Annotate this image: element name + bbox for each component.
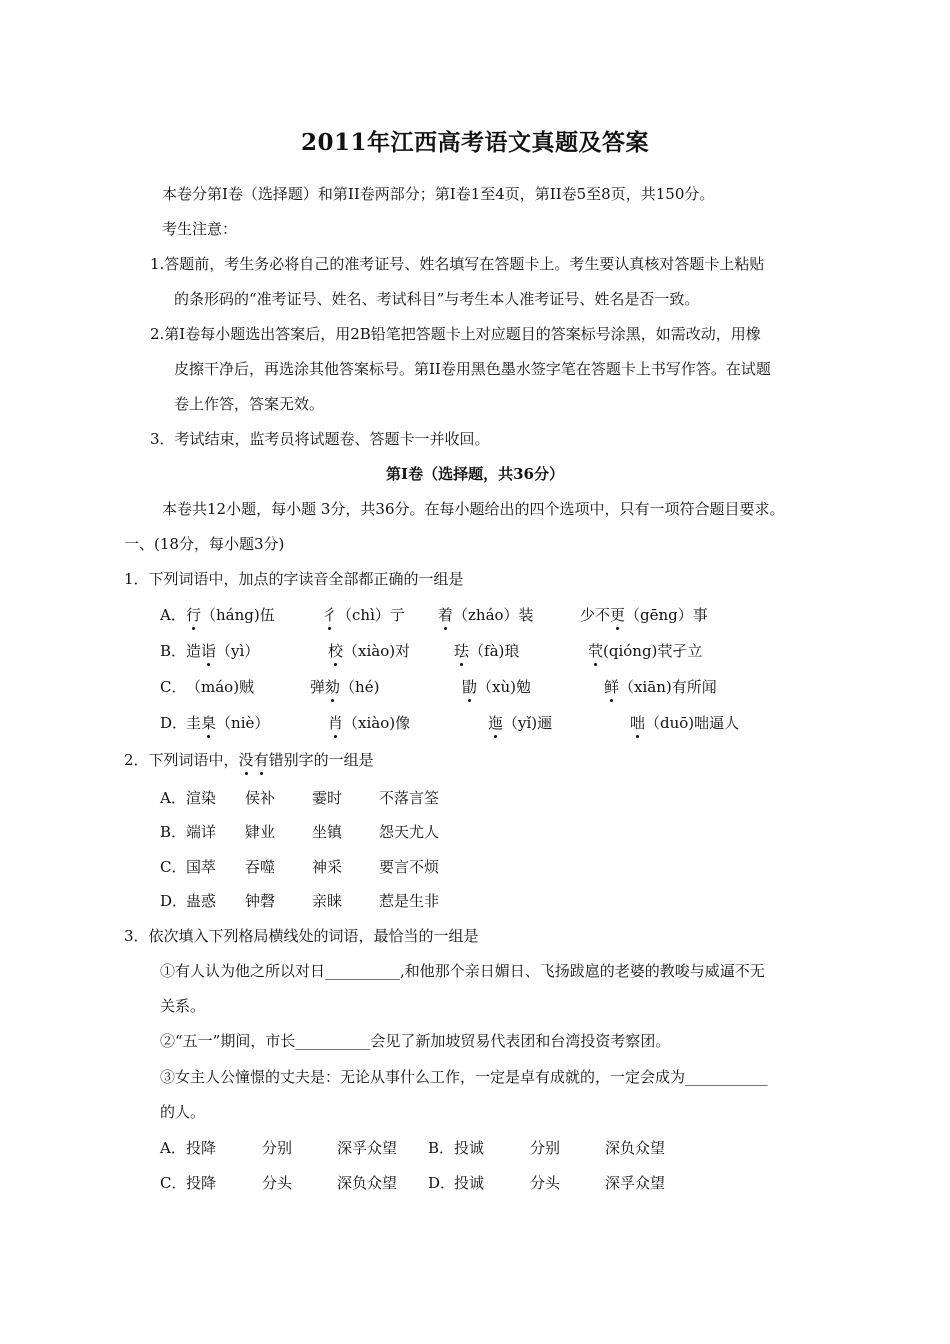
option-item bbox=[310, 677, 379, 697]
question-3-stem: 3．依次填入下列格局横线处的词语，最恰当的一组是 bbox=[124, 927, 479, 945]
option-item bbox=[186, 677, 254, 697]
dotted-char: 劾 bbox=[325, 678, 341, 696]
option-word: 渲染 bbox=[186, 789, 217, 807]
option-label: D． bbox=[160, 892, 188, 910]
dotted-char: 诣 bbox=[201, 642, 217, 660]
option-label: C． bbox=[160, 858, 187, 876]
item-text: （niè） bbox=[216, 714, 270, 732]
sentence-3-line-1: ③女主人公憧憬的丈夫是：无论从事什么工作，一定是卓有成就的，一定会成为___________ bbox=[160, 1068, 768, 1086]
option-label: D． bbox=[428, 1174, 456, 1192]
item-text: （zháo）装 bbox=[453, 606, 534, 624]
option-item bbox=[588, 641, 702, 661]
option-word: 深孚众望 bbox=[605, 1174, 666, 1192]
notice-1-line-2: 的条形码的“准考证号、姓名、考试科目”与考生本人准考证号、姓名是否一致。 bbox=[174, 290, 700, 308]
option-word: 肄业 bbox=[245, 823, 276, 841]
notice-2-line-3: 卷上作答，答案无效。 bbox=[174, 395, 325, 413]
item-text: （gēng）事 bbox=[625, 606, 708, 624]
item-text: （yì） bbox=[216, 642, 260, 660]
option-word: 深孚众望 bbox=[337, 1139, 398, 1157]
dotted-char: 肖 bbox=[328, 714, 344, 732]
option-word: 分头 bbox=[262, 1174, 293, 1192]
option-label: C． bbox=[160, 1174, 187, 1192]
option-word: 亲睐 bbox=[312, 892, 343, 910]
option-word: 坐镇 bbox=[312, 823, 343, 841]
option-word: 投降 bbox=[186, 1174, 217, 1192]
option-item bbox=[604, 677, 717, 697]
option-item bbox=[454, 641, 519, 661]
item-text: (qióng)茕孑立 bbox=[603, 642, 703, 660]
option-word: 深负众望 bbox=[605, 1139, 666, 1157]
dotted-char: 校 bbox=[328, 642, 344, 660]
section-intro: 本卷共12小题，每小题 3分，共36分。在每小题给出的四个选项中，只有一项符合题目要求。 bbox=[162, 500, 785, 518]
dotted-char: 着 bbox=[438, 606, 454, 624]
page-title: 2011年江西高考语文真题及答案 bbox=[300, 129, 649, 156]
option-word: 怨天尤人 bbox=[379, 823, 440, 841]
section-title: 第Ⅰ卷（选择题，共36分） bbox=[386, 465, 564, 483]
item-text: 圭 bbox=[186, 714, 202, 732]
sentence-1-line-1: ①有人认为他之所以对日__________,和他那个亲日媚日、飞扬跋扈的老婆的教唆与威逼不无 bbox=[160, 962, 765, 980]
intro-text: 本卷分第Ⅰ卷（选择题）和第II卷两部分；第Ⅰ卷1至4页，第II卷5至8页，共150分。 bbox=[162, 185, 715, 203]
dotted-char: 珐 bbox=[454, 642, 470, 660]
option-label: B． bbox=[160, 823, 187, 841]
item-text: （máo)贼 bbox=[186, 678, 255, 696]
option-item bbox=[438, 605, 534, 625]
option-word: 神采 bbox=[312, 858, 343, 876]
notice-1-line-1: 1.答题前，考生务必将自己的准考证号、姓名填写在答题卡上。考生要认真核对答题卡上粘贴 bbox=[150, 255, 765, 273]
item-text: （hé) bbox=[340, 678, 380, 696]
dotted-char: 鲜 bbox=[604, 678, 620, 696]
option-word: 投降 bbox=[186, 1139, 217, 1157]
option-word: 侯补 bbox=[245, 789, 276, 807]
part-one-heading: 一、(18分，每小题3分) bbox=[124, 535, 285, 553]
question-1-stem: 1．下列词语中，加点的字读音全部都正确的一组是 bbox=[124, 570, 464, 588]
sentence-2: ②“五一”期间，市长__________会见了新加坡贸易代表团和台湾投资考察团。 bbox=[160, 1032, 671, 1050]
option-word: 投诚 bbox=[454, 1139, 485, 1157]
item-text: （xiào)对 bbox=[343, 642, 411, 660]
option-label: A． bbox=[160, 789, 186, 807]
dotted-char: 行 bbox=[186, 606, 202, 624]
option-word: 要言不烦 bbox=[379, 858, 440, 876]
item-text: （fà)琅 bbox=[469, 642, 520, 660]
dotted-char: 彳 bbox=[322, 606, 338, 624]
question-2-stem bbox=[124, 750, 374, 770]
item-text: 造 bbox=[186, 642, 202, 660]
option-word: 蛊惑 bbox=[186, 892, 217, 910]
dotted-char: 有 bbox=[253, 751, 269, 769]
item-text: （xù)勉 bbox=[477, 678, 531, 696]
item-text: （xiào)像 bbox=[343, 714, 411, 732]
dotted-char: 咄 bbox=[630, 714, 646, 732]
option-word: 分头 bbox=[530, 1174, 561, 1192]
option-item bbox=[186, 605, 275, 625]
dotted-char: 勖 bbox=[462, 678, 478, 696]
option-item bbox=[186, 713, 269, 733]
option-word: 投诚 bbox=[454, 1174, 485, 1192]
option-label: D． bbox=[160, 714, 188, 732]
option-word: 深负众望 bbox=[337, 1174, 398, 1192]
option-word: 端详 bbox=[186, 823, 217, 841]
option-word: 钟磬 bbox=[245, 892, 276, 910]
option-word: 国萃 bbox=[186, 858, 217, 876]
dotted-char: 茕 bbox=[588, 642, 604, 660]
dotted-char: 迤 bbox=[488, 714, 504, 732]
option-word: 吞噬 bbox=[245, 858, 276, 876]
option-word: 霎时 bbox=[312, 789, 343, 807]
notice-2-line-2: 皮擦干净后，再选涂其他答案标号。第II卷用黑色墨水签字笔在答题卡上书写作答。在试题 bbox=[174, 360, 771, 378]
sentence-1-line-2: 关系。 bbox=[160, 997, 206, 1015]
option-label: C． bbox=[160, 678, 187, 696]
option-item bbox=[630, 713, 739, 733]
notice-heading: 考生注意： bbox=[162, 220, 238, 238]
option-item bbox=[462, 677, 531, 697]
option-item bbox=[580, 605, 708, 625]
notice-2-line-1: 2.第Ⅰ卷每小题选出答案后，用2B铅笔把答题卡上对应题目的答案标号涂黑，如需改动，用橡 bbox=[150, 325, 761, 343]
sentence-3-line-2: 的人。 bbox=[160, 1103, 206, 1121]
option-item bbox=[488, 713, 552, 733]
option-item bbox=[322, 605, 405, 625]
option-label: A． bbox=[160, 606, 186, 624]
option-item bbox=[328, 641, 410, 661]
item-text: （duō)咄逼人 bbox=[645, 714, 740, 732]
option-word: 不落言筌 bbox=[379, 789, 440, 807]
option-label: A． bbox=[160, 1139, 186, 1157]
option-item bbox=[186, 641, 259, 661]
item-text: （chì）亍 bbox=[337, 606, 405, 624]
dotted-char: 更 bbox=[610, 606, 626, 624]
option-word: 惹是生非 bbox=[379, 892, 440, 910]
item-text: 少不 bbox=[580, 606, 611, 624]
stem-text: 2．下列词语中， bbox=[124, 751, 239, 769]
option-label: B． bbox=[160, 642, 187, 660]
item-text: （xiān)有所闻 bbox=[619, 678, 717, 696]
item-text: 弹 bbox=[310, 678, 326, 696]
dotted-char: 没 bbox=[238, 751, 254, 769]
option-label: B． bbox=[428, 1139, 455, 1157]
option-item bbox=[328, 713, 410, 733]
notice-3-line-1: 3．考试结束，监考员将试题卷、答题卡一并收回。 bbox=[150, 430, 490, 448]
option-word: 分别 bbox=[530, 1139, 561, 1157]
option-word: 分别 bbox=[262, 1139, 293, 1157]
item-text: （yǐ)逦 bbox=[503, 714, 553, 732]
item-text: （háng)伍 bbox=[201, 606, 275, 624]
stem-text: 错别字的一组是 bbox=[268, 751, 374, 769]
dotted-char: 臬 bbox=[201, 714, 217, 732]
